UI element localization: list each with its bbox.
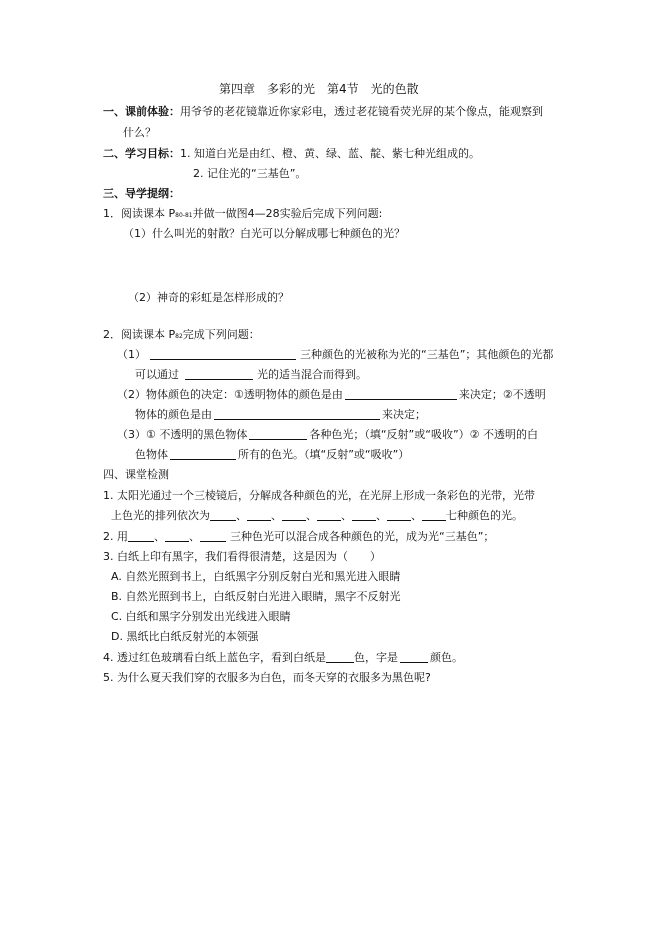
answer-blank[interactable]	[185, 368, 253, 380]
s3-question-2-2	[117, 387, 546, 402]
s3-q2-text-a: 2．阅读课本 P	[103, 328, 176, 341]
separator: 、	[411, 509, 422, 522]
s4-question-4	[103, 650, 463, 665]
s3-q2-3-d: 所有的色光。（填“反射”或“吸收”）	[238, 448, 410, 461]
s3-question-2-1	[117, 347, 553, 362]
objective-1: 1. 知道白光是由红、橙、黄、绿、蓝、靛、紫七种光组成的。	[180, 147, 480, 160]
s3-q2-2-c: 物体的颜色是由	[135, 408, 212, 421]
answer-blank[interactable]	[214, 408, 380, 420]
section-1-text-cont: 什么？	[123, 126, 156, 139]
s3-question-2-1-cont	[135, 367, 367, 382]
section-1	[103, 104, 543, 119]
answer-blank[interactable]	[352, 509, 376, 521]
separator: 、	[154, 530, 165, 543]
s4-q2-b: 三种色光可以混合成各种颜色的光，成为光“三基色”；	[230, 530, 495, 543]
s3-question-1-1: （1）什么叫光的射散？白光可以分解成哪七种颜色的光？	[123, 227, 405, 240]
section-3-label: 三、导学提纲：	[103, 187, 180, 200]
s3-q1-page: 80-81	[175, 212, 193, 219]
s3-q1-text-a: 1．阅读课本 P	[103, 207, 176, 220]
s3-question-2-3	[117, 427, 538, 442]
s3-q2-2-b: 来决定；②不透明	[458, 388, 546, 401]
s3-question-2-2-cont	[135, 407, 426, 422]
s3-q2-3-c: 色物体	[135, 448, 168, 461]
answer-blank[interactable]	[387, 509, 411, 521]
separator: 、	[376, 509, 387, 522]
s3-q2-2-d: 来决定；	[382, 408, 426, 421]
s4-question-5: 5. 为什么夏天我们穿的衣服多为白色，而冬天穿的衣服多为黑色呢?	[103, 671, 431, 684]
section-4-label: 四、课堂检测	[103, 468, 169, 481]
answer-blank[interactable]	[210, 509, 236, 521]
s4-question-3: 3. 白纸上印有黑字，我们看得很清楚，这是因为（ ）	[103, 550, 381, 563]
s4-q2-a: 2. 用	[103, 530, 128, 543]
s4-option-d: D. 黑纸比白纸反射光的本领强	[111, 630, 259, 643]
s4-q1-c: 七种颜色的光。	[446, 509, 523, 522]
answer-blank[interactable]	[200, 530, 226, 542]
section-2-label: 二、学习目标：	[103, 147, 180, 160]
s3-q2-3-a: （3）① 不透明的黑色物体	[117, 428, 248, 441]
s4-question-1-cont	[111, 508, 523, 523]
s3-q2-1-a: （1）	[117, 348, 146, 361]
answer-blank[interactable]	[326, 651, 354, 663]
separator: 、	[341, 509, 352, 522]
s3-q2-1-c: 可以通过	[135, 368, 179, 381]
s4-question-1: 1. 太阳光通过一个三棱镜后，分解成各种颜色的光，在光屏上形成一条彩色的光带，光带	[103, 489, 535, 502]
s4-option-a: A. 自然光照到书上，白纸黑字分别反射白光和黑光进入眼睛	[111, 570, 401, 583]
answer-blank[interactable]	[128, 530, 154, 542]
s3-q2-2-a: （2）物体颜色的决定：①透明物体的颜色是由	[117, 388, 343, 401]
separator: 、	[236, 509, 247, 522]
s4-q4-c: 颜色。	[430, 651, 463, 664]
s3-q2-page: 82	[175, 333, 183, 340]
answer-blank[interactable]	[282, 509, 306, 521]
s3-question-1	[103, 206, 382, 223]
answer-blank[interactable]	[317, 509, 341, 521]
s4-q4-a: 4. 透过红色玻璃看白纸上蓝色字，看到白纸是	[103, 651, 326, 664]
s4-option-b: B. 自然光照到书上，白纸反射白光进入眼睛，黑字不反射光	[111, 590, 401, 603]
objective-2: 2. 记住光的“三基色”。	[193, 167, 307, 180]
page-title: 第四章 多彩的光 第4节 光的色散	[219, 82, 419, 96]
answer-blank[interactable]	[249, 428, 307, 440]
s3-q2-1-b: 三种颜色的光被称为光的“三基色”；其他颜色的光都	[300, 348, 554, 361]
s3-question-1-2: （2）神奇的彩虹是怎样形成的？	[128, 291, 289, 304]
s3-question-2	[103, 327, 260, 344]
answer-blank[interactable]	[247, 509, 271, 521]
s3-q2-text-b: 完成下列问题：	[182, 328, 260, 341]
section-1-label: 一、课前体验：	[103, 105, 180, 118]
section-2	[103, 146, 480, 161]
section-1-text: 用爷爷的老花镜靠近你家彩电，透过老花镜看荧光屏的某个像点，能观察到	[180, 105, 543, 118]
s3-q2-3-b: 各种色光；（填“反射”或“吸收”）② 不透明的白	[309, 428, 539, 441]
answer-blank[interactable]	[165, 530, 189, 542]
answer-blank[interactable]	[150, 348, 296, 360]
separator: 、	[271, 509, 282, 522]
s3-q2-1-d: 光的适当混合而得到。	[257, 368, 367, 381]
separator: 、	[306, 509, 317, 522]
separator: 、	[189, 530, 200, 543]
s4-q4-b: 色，字是	[354, 651, 398, 664]
answer-blank[interactable]	[345, 388, 457, 400]
answer-blank[interactable]	[422, 509, 446, 521]
s3-q1-text-b: 并做一做图4—28实验后完成下列问题:	[192, 207, 383, 220]
s4-q1-b: 上色光的排列依次为	[111, 509, 210, 522]
answer-blank[interactable]	[400, 651, 428, 663]
s3-question-2-3-cont	[135, 447, 409, 462]
s4-question-2	[103, 529, 494, 544]
answer-blank[interactable]	[170, 448, 236, 460]
s4-option-c: C. 白纸和黑字分别发出光线进入眼睛	[111, 610, 291, 623]
